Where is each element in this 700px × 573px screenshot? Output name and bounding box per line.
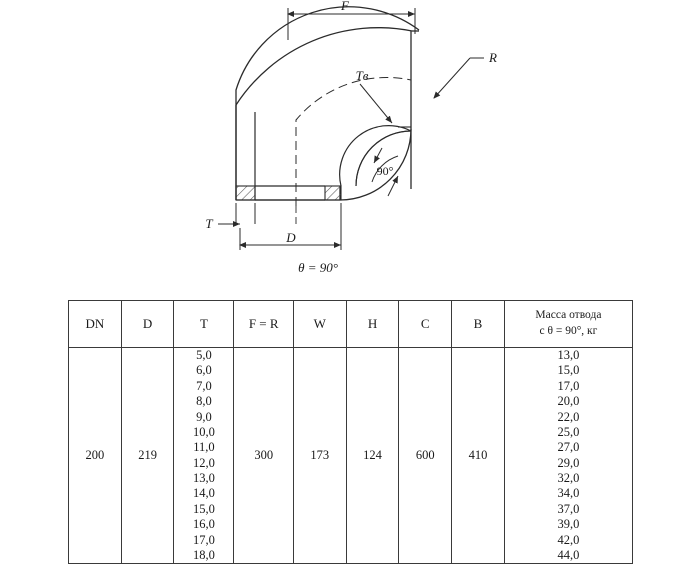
thickness-value-3: 8,0 bbox=[196, 394, 212, 409]
table-row bbox=[69, 348, 633, 564]
mass-value-7: 29,0 bbox=[557, 455, 580, 470]
table-header-row bbox=[69, 301, 633, 348]
thickness-value-12: 17,0 bbox=[193, 532, 215, 547]
header-w: W bbox=[293, 301, 346, 348]
leader-tv bbox=[360, 84, 392, 123]
header-t: T bbox=[174, 301, 234, 348]
mass-value-12: 42,0 bbox=[557, 532, 580, 547]
cell-mass-list bbox=[504, 348, 632, 564]
mass-value-6: 27,0 bbox=[557, 440, 580, 455]
header-d: D bbox=[121, 301, 174, 348]
thickness-value-10: 15,0 bbox=[193, 501, 215, 516]
cell-dn: 200 bbox=[69, 348, 122, 564]
header-c: C bbox=[399, 301, 452, 348]
cell-b: 410 bbox=[452, 348, 505, 564]
mass-value-2: 17,0 bbox=[557, 378, 580, 393]
spec-table-body bbox=[69, 348, 633, 564]
thickness-value-6: 11,0 bbox=[193, 440, 215, 455]
dimension-label-t: T bbox=[205, 216, 213, 231]
thickness-value-8: 13,0 bbox=[193, 471, 215, 485]
thickness-value-13: 18,0 bbox=[193, 547, 215, 562]
mass-value-0: 13,0 bbox=[557, 348, 580, 362]
thickness-value-5: 10,0 bbox=[193, 424, 215, 439]
thickness-value-2: 7,0 bbox=[196, 378, 212, 393]
thickness-value-7: 12,0 bbox=[193, 455, 215, 470]
cell-f: 300 bbox=[234, 348, 293, 564]
mass-value-4: 22,0 bbox=[557, 409, 580, 424]
mass-value-13: 44,0 bbox=[557, 547, 580, 562]
spec-table bbox=[68, 300, 633, 564]
mass-value-8: 32,0 bbox=[557, 471, 580, 485]
angle-label-90: 90° bbox=[376, 164, 394, 178]
dimension-label-d: D bbox=[286, 230, 296, 245]
mass-value-10: 37,0 bbox=[557, 501, 580, 516]
header-mass-line2: с θ = 90°, кг bbox=[539, 325, 598, 337]
thickness-value-4: 9,0 bbox=[196, 409, 212, 424]
header-mass bbox=[504, 301, 632, 348]
header-mass-line1: Масса отвода bbox=[535, 309, 602, 322]
dimension-f bbox=[288, 8, 415, 40]
dimension-label-r: R bbox=[489, 50, 497, 65]
inner-bore-arc bbox=[340, 126, 411, 200]
spec-table-head bbox=[69, 301, 633, 348]
dimension-label-tv: Tв bbox=[355, 68, 369, 83]
mass-value-9: 34,0 bbox=[557, 486, 580, 501]
bottom-bore-line bbox=[255, 186, 325, 200]
cell-h: 124 bbox=[346, 348, 399, 564]
mass-value-1: 15,0 bbox=[557, 363, 580, 378]
thickness-value-9: 14,0 bbox=[193, 486, 215, 501]
leader-r bbox=[434, 58, 484, 98]
mass-value-11: 39,0 bbox=[557, 517, 580, 532]
header-h: H bbox=[346, 301, 399, 348]
mass-value-5: 25,0 bbox=[557, 424, 580, 439]
centerline-arc bbox=[296, 77, 411, 206]
thickness-value-0: 5,0 bbox=[196, 348, 212, 362]
wall-hatching bbox=[236, 186, 341, 200]
mass-value-3: 20,0 bbox=[557, 394, 580, 409]
dimension-t bbox=[218, 203, 255, 224]
cell-c: 600 bbox=[399, 348, 452, 564]
cell-t-list bbox=[174, 348, 234, 564]
thickness-value-11: 16,0 bbox=[193, 517, 215, 532]
thickness-value-1: 6,0 bbox=[196, 363, 212, 378]
header-b: B bbox=[452, 301, 505, 348]
spec-table-wrapper bbox=[68, 300, 633, 564]
dimension-label-f: F bbox=[341, 0, 349, 13]
header-dn: DN bbox=[69, 301, 122, 348]
header-f: F = R bbox=[234, 301, 293, 348]
cell-d: 219 bbox=[121, 348, 174, 564]
angle-note: θ = 90° bbox=[298, 260, 338, 275]
cell-w: 173 bbox=[293, 348, 346, 564]
